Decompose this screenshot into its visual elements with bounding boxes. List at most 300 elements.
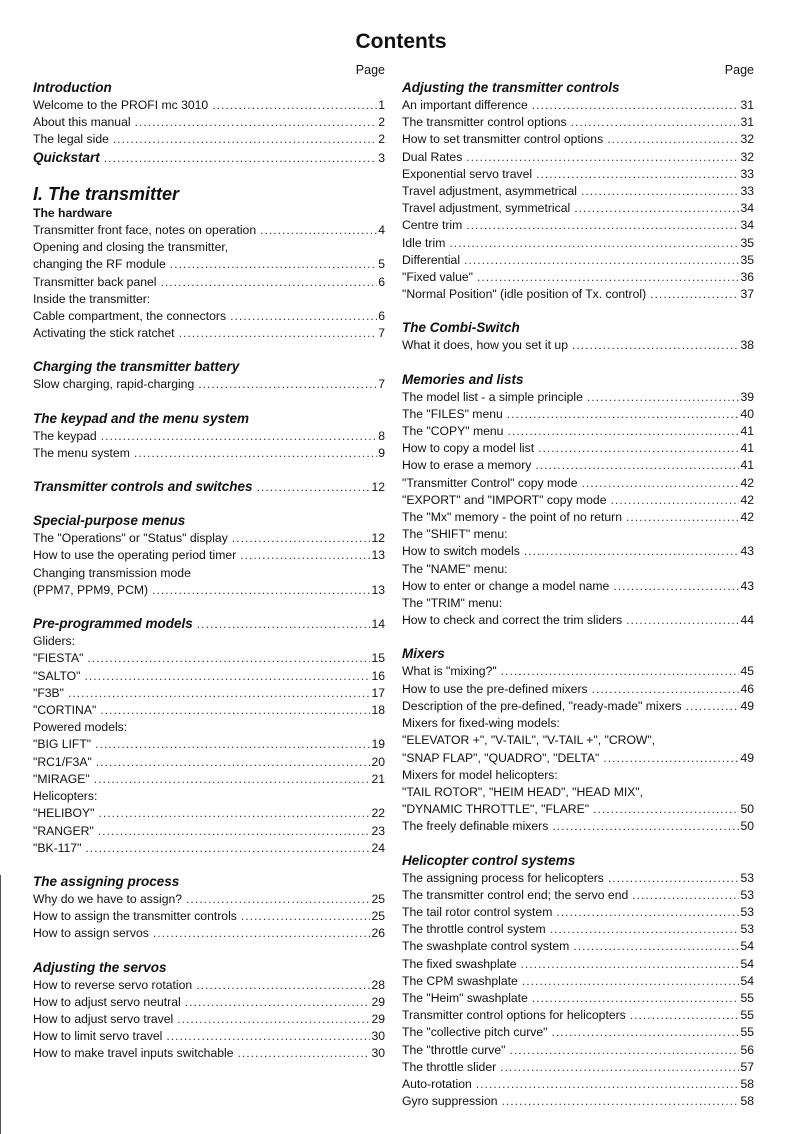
toc-entry[interactable] [402, 440, 754, 457]
toc-entry-title: How to enter or change a model name [402, 578, 610, 593]
toc-entry-page: 32 [740, 132, 754, 147]
toc-entry[interactable] [402, 784, 754, 801]
toc-entry-title: "Fixed value" [402, 270, 473, 285]
toc-entry-page: 35 [740, 252, 754, 267]
toc-entry-title: How to assign the transmitter controls [33, 909, 237, 924]
toc-entry-page: 58 [740, 1076, 754, 1091]
toc-entry[interactable] [402, 423, 754, 440]
toc-entry-page: 2 [378, 115, 385, 130]
toc-entry[interactable] [402, 595, 754, 612]
toc-entry-title: Dual Rates [402, 149, 463, 164]
toc-entry-page: 9 [378, 445, 385, 460]
toc-entry-page: 5 [378, 257, 385, 272]
toc-entry-page: 26 [371, 926, 385, 941]
toc-entry-title: Differential [402, 252, 461, 267]
dot-leader [161, 274, 378, 291]
toc-entry[interactable] [402, 1007, 754, 1024]
margin-rule [0, 875, 1, 1134]
toc-entry[interactable] [402, 526, 754, 543]
toc-entry-title: Helicopters: [33, 789, 98, 804]
toc-entry-title: Idle trim [402, 235, 446, 250]
dot-leader [592, 681, 740, 698]
section-heading: Introduction [33, 80, 112, 95]
dot-leader [166, 1028, 370, 1045]
toc-section [33, 512, 385, 599]
toc-entry-title: The CPM swashplate [402, 973, 518, 988]
toc-entry-title: What it does, how you set it up [402, 338, 568, 353]
toc-entry-page: 50 [740, 819, 754, 834]
toc-entry-title: How to limit servo travel [33, 1029, 163, 1044]
dot-leader [522, 973, 740, 990]
dot-leader [98, 823, 371, 840]
dot-leader [532, 97, 740, 114]
toc-section [33, 959, 385, 1063]
dot-leader [573, 938, 739, 955]
toc-entry[interactable] [402, 956, 754, 973]
dot-leader [608, 870, 740, 887]
toc-entry-page: 7 [378, 377, 385, 392]
toc-entry[interactable] [402, 1076, 754, 1093]
toc-entry-page: 42 [740, 510, 754, 525]
toc-entry[interactable] [402, 715, 754, 732]
toc-entry-title: changing the RF module [33, 257, 166, 272]
toc-entry-title: The "Mx" memory - the point of no return [402, 510, 622, 525]
toc-entry[interactable] [33, 478, 385, 496]
toc-entry[interactable] [402, 543, 754, 560]
toc-section [33, 183, 385, 343]
page-title: Contents [355, 30, 447, 53]
toc-entry-page: 16 [371, 668, 385, 683]
dot-leader [152, 582, 370, 599]
dot-leader [538, 440, 739, 457]
toc-entry[interactable] [402, 561, 754, 578]
toc-entry-page: 25 [371, 891, 385, 906]
toc-entry[interactable] [33, 131, 385, 148]
dot-leader [153, 925, 371, 942]
toc-entry-title: "SALTO" [33, 668, 81, 683]
dot-leader [630, 1007, 740, 1024]
section-heading: Memories and lists [402, 371, 524, 387]
toc-entry[interactable] [33, 891, 385, 908]
section-heading: Helicopter control systems [402, 852, 576, 868]
toc-entry[interactable] [33, 274, 385, 291]
toc-entry-title: Description of the pre-defined, "ready-made" mixers [402, 698, 682, 713]
dot-leader [196, 977, 370, 994]
toc-entry[interactable] [402, 217, 754, 234]
toc-entry-title: "RC1/F3A" [33, 754, 92, 769]
toc-entry-title: "TAIL ROTOR", "HEIM HEAD", "HEAD MIX", [402, 784, 644, 799]
section-heading: Adjusting the transmitter controls [402, 80, 620, 95]
toc-entry-page: 20 [371, 754, 385, 769]
toc-entry-title: The transmitter control options [402, 115, 567, 130]
dot-leader [257, 479, 371, 496]
toc-entry-page: 54 [740, 973, 754, 988]
dot-leader [501, 663, 740, 680]
toc-entry-title: "SNAP FLAP", "QUADRO", "DELTA" [402, 750, 600, 765]
dot-leader [260, 222, 377, 239]
toc-entry[interactable] [402, 973, 754, 990]
dot-leader [101, 428, 378, 445]
toc-entry-title: Welcome to the PROFI mc 3010 [33, 98, 209, 112]
toc-entry-title: Mixers for fixed-wing models: [402, 716, 560, 731]
toc-entry[interactable] [402, 938, 754, 955]
toc-entry[interactable] [33, 376, 385, 393]
toc-entry-title: Centre trim [402, 218, 463, 233]
toc-entry[interactable] [33, 685, 385, 702]
toc-entry-page: 18 [371, 703, 385, 718]
toc-entry-page: 23 [371, 823, 385, 838]
dot-leader [507, 423, 739, 440]
toc-entry[interactable] [33, 994, 385, 1011]
toc-entry-page: 13 [371, 582, 385, 597]
toc-entry[interactable] [402, 183, 754, 200]
toc-entry[interactable] [33, 702, 385, 719]
toc-entry[interactable] [402, 286, 754, 303]
toc-entry[interactable] [402, 389, 754, 406]
toc-entry-page: 21 [371, 771, 385, 786]
toc-entry[interactable] [33, 291, 385, 308]
toc-entry[interactable] [402, 921, 754, 938]
toc-entry-page: 55 [740, 1008, 754, 1023]
toc-entry[interactable] [402, 612, 754, 629]
toc-entry[interactable] [402, 1059, 754, 1076]
toc-entry-page: 31 [740, 115, 754, 130]
toc-section [33, 478, 385, 496]
toc-entry-page: 53 [740, 922, 754, 937]
toc-entry-page: 40 [740, 406, 754, 421]
toc-entry[interactable] [33, 308, 385, 325]
toc-entry[interactable] [402, 235, 754, 252]
toc-section [402, 371, 754, 630]
toc-entry[interactable] [402, 698, 754, 715]
dot-leader [95, 736, 370, 753]
toc-entry-page: 42 [740, 475, 754, 490]
dot-leader [104, 150, 377, 167]
toc-entry-page: 19 [371, 737, 385, 752]
toc-entry-title: Transmitter controls and switches [33, 479, 253, 495]
toc-entry-page: 41 [740, 458, 754, 473]
dot-leader [532, 990, 740, 1007]
toc-entry-page: 2 [378, 132, 385, 147]
toc-entry-title: How to switch models [402, 544, 520, 559]
toc-entry[interactable] [33, 582, 385, 599]
toc-entry-title: How to use the operating period timer [33, 548, 237, 563]
dot-leader [610, 492, 739, 509]
toc-entry-page: 1 [378, 98, 385, 112]
toc-entry-title: An important difference [402, 98, 528, 112]
toc-entry[interactable] [402, 732, 754, 749]
toc-entry-title: How to use the pre-defined mixers [402, 681, 588, 696]
section-heading: The Combi-Switch [402, 320, 520, 336]
toc-entry-page: 41 [740, 424, 754, 439]
section-heading: The keypad and the menu system [33, 410, 250, 426]
toc-entry[interactable] [33, 114, 385, 131]
toc-entry-title: "FIESTA" [33, 651, 84, 666]
toc-entry-title: "EXPORT" and "IMPORT" copy mode [402, 492, 607, 507]
toc-entry[interactable] [33, 719, 385, 736]
toc-entry-title: Travel adjustment, symmetrical [402, 201, 571, 216]
dot-leader [593, 801, 739, 818]
toc-entry[interactable] [402, 166, 754, 183]
toc-entry-title: How to adjust servo neutral [33, 994, 181, 1009]
toc-entry-page: 49 [740, 698, 754, 713]
toc-entry[interactable] [402, 200, 754, 217]
dot-leader [477, 269, 739, 286]
toc-column-left [33, 62, 385, 1079]
toc-entry-page: 28 [371, 977, 385, 992]
toc-entry[interactable] [33, 239, 385, 256]
toc-entry[interactable] [33, 771, 385, 788]
toc-entry-title: Inside the transmitter: [33, 291, 151, 306]
dot-leader [500, 1059, 739, 1076]
toc-entry[interactable] [33, 615, 385, 633]
toc-entry-page: 34 [740, 201, 754, 216]
toc-entry[interactable] [402, 818, 754, 835]
toc-entry-title: The "collective pitch curve" [402, 1025, 548, 1040]
toc-entry-title: The legal side [33, 132, 109, 147]
page-column-label: Page [355, 63, 385, 77]
toc-entry[interactable] [33, 840, 385, 857]
toc-entry-title: "RANGER" [33, 823, 94, 838]
toc-entry-title: Opening and closing the transmitter, [33, 240, 229, 255]
toc-entry[interactable] [402, 252, 754, 269]
toc-entry[interactable] [402, 406, 754, 423]
toc-entry-page: 33 [740, 166, 754, 181]
dot-leader [535, 457, 739, 474]
toc-entry-page: 3 [378, 150, 385, 165]
toc-entry-page: 4 [378, 223, 385, 238]
toc-column-right [402, 62, 754, 1126]
toc-entry-page: 39 [740, 389, 754, 404]
section-subheading: The hardware [33, 205, 113, 220]
toc-entry-title: "DYNAMIC THROTTLE", "FLARE" [402, 802, 590, 817]
toc-section [33, 358, 385, 393]
toc-entry[interactable] [402, 114, 754, 131]
toc-entry-title: "BIG LIFT" [33, 737, 92, 752]
toc-entry[interactable] [33, 736, 385, 753]
toc-entry[interactable] [33, 1028, 385, 1045]
toc-entry[interactable] [33, 823, 385, 840]
toc-entry[interactable] [402, 870, 754, 887]
toc-entry[interactable] [402, 475, 754, 492]
dot-leader [632, 887, 739, 904]
toc-entry-page: 12 [371, 531, 385, 546]
toc-entry[interactable] [402, 149, 754, 166]
toc-entry[interactable] [33, 530, 385, 547]
toc-entry[interactable] [33, 547, 385, 564]
toc-entry-page: 29 [371, 1011, 385, 1026]
section-heading: Special-purpose menus [33, 513, 186, 529]
dot-leader [230, 308, 377, 325]
toc-entry[interactable] [33, 256, 385, 273]
toc-entry-title: "Transmitter Control" copy mode [402, 475, 578, 490]
toc-entry-title: Transmitter front face, notes on operation [33, 223, 257, 238]
toc-entry-title: The menu system [33, 445, 130, 460]
toc-entry-page: 8 [378, 428, 385, 443]
toc-entry[interactable] [33, 565, 385, 582]
toc-entry[interactable] [33, 633, 385, 650]
dot-leader [85, 840, 370, 857]
dot-leader [556, 904, 739, 921]
toc-entry-page: 15 [371, 651, 385, 666]
dot-leader [232, 530, 371, 547]
toc-entry-page: 29 [371, 994, 385, 1009]
toc-entry[interactable] [33, 668, 385, 685]
toc-entry[interactable] [402, 663, 754, 680]
toc-entry[interactable] [33, 97, 385, 114]
toc-entry[interactable] [33, 149, 385, 167]
toc-entry-page: 35 [740, 235, 754, 250]
toc-entry-title: Slow charging, rapid-charging [33, 377, 195, 392]
toc-entry[interactable] [33, 977, 385, 994]
toc-entry-title: How to check and correct the trim sliders [402, 613, 623, 628]
dot-leader [571, 114, 740, 131]
dot-leader [177, 1011, 370, 1028]
toc-entry-title: How to make travel inputs switchable [33, 1046, 234, 1061]
toc-entry[interactable] [402, 131, 754, 148]
toc-entry-title: (PPM7, PPM9, PCM) [33, 582, 149, 597]
toc-entry-title: About this manual [33, 115, 131, 130]
dot-leader [241, 908, 371, 925]
toc-entry[interactable] [402, 767, 754, 784]
toc-entry-title: How to set transmitter control options [402, 132, 604, 147]
dot-leader [607, 131, 739, 148]
toc-entry[interactable] [402, 990, 754, 1007]
dot-leader [603, 750, 739, 767]
toc-entry[interactable] [402, 509, 754, 526]
section-heading: Adjusting the servos [33, 959, 167, 975]
dot-leader [113, 131, 377, 148]
dot-leader [502, 1093, 740, 1110]
toc-entry[interactable] [33, 222, 385, 239]
toc-entry[interactable] [402, 578, 754, 595]
dot-leader [464, 252, 739, 269]
toc-entry[interactable] [402, 904, 754, 921]
dot-leader [99, 805, 371, 822]
toc-section [402, 645, 754, 835]
toc-entry[interactable] [402, 750, 754, 767]
toc-entry-title: Transmitter control options for helicopters [402, 1008, 626, 1023]
toc-entry-page: 6 [378, 274, 385, 289]
dot-leader [626, 509, 739, 526]
toc-entry-title: Why do we have to assign? [33, 891, 183, 906]
dot-leader [476, 1076, 740, 1093]
toc-entry[interactable] [33, 805, 385, 822]
toc-entry[interactable] [402, 269, 754, 286]
toc-section [402, 319, 754, 354]
toc-entry[interactable] [402, 1042, 754, 1059]
toc-entry[interactable] [402, 337, 754, 354]
toc-entry-title: The model list - a simple principle [402, 389, 583, 404]
toc-entry-page: 49 [740, 750, 754, 765]
toc-entry-page: 14 [371, 617, 385, 632]
toc-entry[interactable] [33, 325, 385, 342]
dot-leader [507, 406, 740, 423]
toc-entry-title: The fixed swashplate [402, 956, 517, 971]
toc-entry-title: The transmitter control end; the servo end [402, 887, 629, 902]
toc-entry[interactable] [402, 801, 754, 818]
section-heading: Mixers [402, 646, 445, 662]
toc-entry[interactable] [33, 1011, 385, 1028]
toc-entry-page: 57 [740, 1059, 754, 1074]
dot-leader [240, 547, 370, 564]
toc-entry[interactable] [402, 492, 754, 509]
dot-leader [613, 578, 739, 595]
dot-leader [198, 376, 377, 393]
toc-entry[interactable] [402, 1093, 754, 1110]
toc-entry-page: 33 [740, 184, 754, 199]
toc-entry[interactable] [402, 457, 754, 474]
dot-leader [551, 1024, 739, 1041]
toc-entry-page: 30 [371, 1029, 385, 1044]
toc-entry[interactable] [33, 925, 385, 942]
toc-entry-page: 45 [740, 664, 754, 679]
dot-leader [510, 1042, 740, 1059]
toc-entry-title: Travel adjustment, asymmetrical [402, 184, 577, 199]
dot-leader [186, 891, 370, 908]
toc-entry-title: How to adjust servo travel [33, 1011, 174, 1026]
dot-leader [100, 702, 370, 719]
dot-leader [449, 235, 739, 252]
toc-entry-title: Pre-programmed models [33, 616, 193, 632]
dot-leader [85, 668, 371, 685]
dot-leader [650, 286, 739, 303]
toc-entry-page: 43 [740, 544, 754, 559]
toc-entry-title: Mixers for model helicopters: [402, 767, 558, 782]
toc-entry-page: 41 [740, 441, 754, 456]
toc-entry[interactable] [402, 887, 754, 904]
toc-entry-title: The assigning process for helicopters [402, 870, 604, 885]
toc-entry-page: 6 [378, 309, 385, 324]
toc-entry-page: 53 [740, 904, 754, 919]
toc-entry[interactable] [33, 908, 385, 925]
toc-section [402, 852, 754, 1111]
toc-entry-page: 24 [371, 840, 385, 855]
toc-entry[interactable] [402, 97, 754, 114]
toc-entry-page: 17 [371, 685, 385, 700]
toc-entry-title: How to erase a memory [402, 458, 532, 473]
dot-leader [197, 616, 371, 633]
toc-entry-title: "Normal Position" (idle position of Tx. control) [402, 287, 647, 302]
toc-entry[interactable] [33, 428, 385, 445]
page-column-label: Page [724, 63, 754, 77]
toc-entry[interactable] [33, 445, 385, 462]
toc-entry[interactable] [33, 754, 385, 771]
dot-leader [582, 475, 740, 492]
toc-entry-title: Gyro suppression [402, 1094, 498, 1109]
toc-entry-title: Auto-rotation [402, 1076, 472, 1091]
dot-leader [170, 256, 377, 273]
dot-leader [626, 612, 739, 629]
toc-entry-title: The freely definable mixers [402, 819, 549, 834]
toc-entry[interactable] [402, 681, 754, 698]
toc-entry-title: The keypad [33, 428, 97, 443]
toc-entry[interactable] [33, 788, 385, 805]
dot-leader [185, 994, 371, 1011]
toc-entry-title: Exponential servo travel [402, 166, 533, 181]
toc-entry-title: "BK-117" [33, 840, 82, 855]
toc-entry-title: "CORTINA" [33, 703, 97, 718]
toc-entry[interactable] [402, 1024, 754, 1041]
toc-entry-page: 13 [371, 548, 385, 563]
toc-entry-page: 7 [378, 326, 385, 341]
toc-entry-title: How to reverse servo rotation [33, 977, 193, 992]
toc-entry[interactable] [33, 1045, 385, 1062]
dot-leader [536, 166, 739, 183]
toc-entry-title: "HELIBOY" [33, 806, 95, 821]
toc-entry-page: 36 [740, 270, 754, 285]
toc-entry[interactable] [33, 650, 385, 667]
